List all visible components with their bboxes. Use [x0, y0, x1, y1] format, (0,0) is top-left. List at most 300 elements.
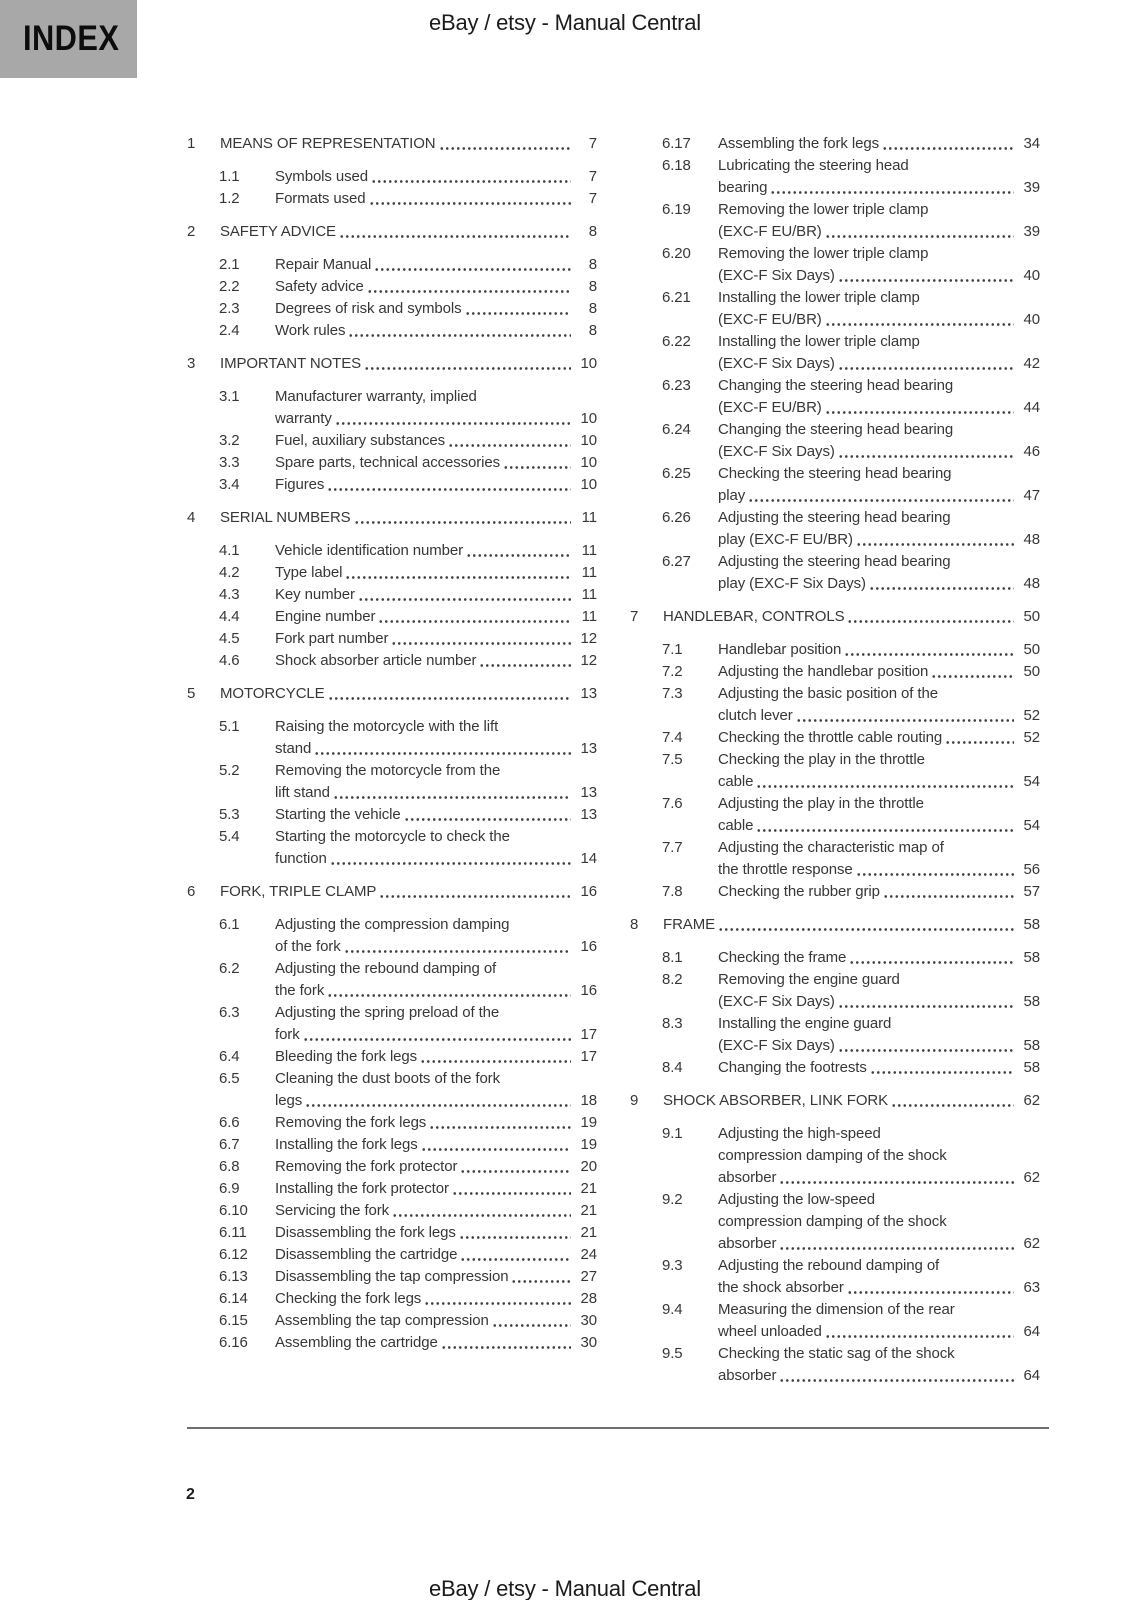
toc-entry	[630, 463, 1040, 507]
dot-leader	[891, 1090, 1014, 1112]
entry-title	[663, 914, 1040, 936]
entry-page-number: 48	[1023, 575, 1040, 592]
entry-page-number: 8	[588, 300, 597, 317]
entry-title-line: Disassembling the fork legs	[275, 1224, 456, 1241]
entry-number: 8.3	[662, 1015, 683, 1032]
entry-title	[275, 1112, 597, 1134]
toc-entry	[630, 683, 1040, 727]
entry-title-line: Changing the steering head bearing	[718, 377, 954, 394]
entry-page-number: 14	[580, 850, 597, 867]
entry-number: 8.2	[662, 971, 683, 988]
entry-title-line: Installing the fork protector	[275, 1180, 449, 1197]
entry-title	[275, 760, 597, 804]
entry-title-line: Removing the fork protector	[275, 1158, 458, 1175]
entry-title-line: Adjusting the characteristic map of	[718, 839, 944, 856]
toc-entry	[187, 606, 597, 628]
dot-leader	[838, 991, 1014, 1013]
toc-entry	[630, 837, 1040, 881]
entry-title-line: Safety advice	[275, 278, 364, 295]
entry-page-number: 11	[581, 564, 597, 581]
entry-title-line: (EXC-F EU/BR)	[718, 311, 822, 328]
entry-title-line: Removing the lower triple clamp	[718, 201, 929, 218]
toc-entry	[187, 1244, 597, 1266]
entry-title	[718, 1123, 1040, 1189]
dot-leader	[756, 815, 1014, 837]
entry-title	[275, 1156, 597, 1178]
entry-number: 5.3	[219, 806, 240, 823]
dot-leader	[404, 804, 571, 826]
toc-entry	[187, 1068, 597, 1112]
toc-entry	[187, 1134, 597, 1156]
entry-title-line: SAFETY ADVICE	[220, 223, 336, 240]
toc-entry	[187, 320, 597, 342]
toc-entry	[630, 551, 1040, 595]
entry-title-line: Repair Manual	[275, 256, 372, 273]
entry-title-line: (EXC-F Six Days)	[718, 355, 835, 372]
entry-number: 6.2	[219, 960, 240, 977]
toc-entry	[630, 375, 1040, 419]
entry-title	[220, 353, 597, 375]
entry-number: 6.5	[219, 1070, 240, 1087]
entry-title	[275, 1288, 597, 1310]
entry-page-number: 18	[580, 1092, 597, 1109]
entry-title-line: Key number	[275, 586, 355, 603]
entry-title	[275, 1332, 597, 1354]
entry-page-number: 47	[1023, 487, 1040, 504]
entry-title-line: Installing the lower triple clamp	[718, 289, 920, 306]
entry-title-line: Checking the static sag of the shock	[718, 1345, 955, 1362]
entry-number: 6.22	[662, 333, 691, 350]
entry-title-line: cable	[718, 817, 754, 834]
toc-entry	[630, 1189, 1040, 1255]
entry-page-number: 8	[588, 256, 597, 273]
dot-leader	[429, 1112, 571, 1134]
entry-title	[718, 1189, 1040, 1255]
entry-title-line: Adjusting the handlebar position	[718, 663, 929, 680]
entry-title-line: compression damping of the shock	[718, 1147, 947, 1164]
entry-page-number: 62	[1023, 1169, 1040, 1186]
entry-title-line: Manufacturer warranty, implied	[275, 388, 477, 405]
entry-page-number: 46	[1023, 443, 1040, 460]
toc-entry	[187, 804, 597, 826]
entry-title-line: Figures	[275, 476, 325, 493]
toc-entry	[187, 1112, 597, 1134]
entry-page-number: 57	[1023, 883, 1040, 900]
entry-title-line: fork	[275, 1026, 300, 1043]
toc-entry	[630, 331, 1040, 375]
toc-left-column	[187, 133, 597, 1354]
entry-title-line: Symbols used	[275, 168, 369, 185]
entry-title	[275, 958, 597, 1002]
entry-number: 2.1	[219, 256, 240, 273]
entry-title	[275, 430, 597, 452]
entry-title-line: cable	[718, 773, 754, 790]
entry-title	[275, 606, 597, 628]
entry-title-line: Spare parts, technical accessories	[275, 454, 501, 471]
entry-page-number: 56	[1023, 861, 1040, 878]
entry-number: 3.1	[219, 388, 240, 405]
toc-entry	[187, 452, 597, 474]
entry-title-line: Adjusting the steering head bearing	[718, 553, 951, 570]
entry-page-number: 10	[580, 410, 597, 427]
entry-page-number: 39	[1023, 223, 1040, 240]
entry-page-number: 19	[580, 1114, 597, 1131]
toc-entry	[187, 826, 597, 870]
dot-leader	[838, 265, 1014, 287]
entry-number: 3.2	[219, 432, 240, 449]
entry-page-number: 13	[580, 740, 597, 757]
dot-leader	[748, 485, 1014, 507]
entry-title	[220, 133, 597, 155]
entry-number: 8.4	[662, 1059, 683, 1076]
entry-page-number: 7	[588, 135, 597, 152]
entry-title-line: Starting the vehicle	[275, 806, 401, 823]
dot-leader	[391, 628, 571, 650]
toc-entry	[187, 430, 597, 452]
entry-page-number: 50	[1023, 641, 1040, 658]
entry-title	[275, 716, 597, 760]
toc-entry	[630, 199, 1040, 243]
entry-title-line: Checking the frame	[718, 949, 847, 966]
entry-title	[275, 826, 597, 870]
entry-page-number: 16	[580, 883, 597, 900]
toc-entry	[187, 298, 597, 320]
entry-title	[718, 1013, 1040, 1057]
dot-leader	[358, 584, 571, 606]
entry-title-line: warranty	[275, 410, 332, 427]
entry-title	[663, 606, 1040, 628]
dot-leader	[779, 1233, 1014, 1255]
entry-number: 5.4	[219, 828, 240, 845]
dot-leader	[420, 1046, 571, 1068]
entry-title-line: Disassembling the tap compression	[275, 1268, 509, 1285]
entry-title-line: Fuel, auxiliary substances	[275, 432, 445, 449]
dot-leader	[421, 1134, 571, 1156]
dot-leader	[333, 782, 571, 804]
bottom-watermark: eBay / etsy - Manual Central	[429, 1576, 701, 1600]
entry-page-number: 17	[580, 1048, 597, 1065]
entry-title-line: bearing	[718, 179, 768, 196]
entry-title-line: Installing the lower triple clamp	[718, 333, 920, 350]
dot-leader	[870, 1057, 1014, 1079]
entry-title	[275, 804, 597, 826]
index-label: INDEX	[23, 19, 120, 58]
toc-right-column	[630, 133, 1040, 1387]
entry-title-line: Measuring the dimension of the rear	[718, 1301, 955, 1318]
entry-title	[220, 507, 597, 529]
toc-entry	[630, 133, 1040, 155]
dot-leader	[448, 430, 571, 452]
entry-page-number: 54	[1023, 773, 1040, 790]
toc-entry	[630, 1123, 1040, 1189]
top-watermark: eBay / etsy - Manual Central	[429, 10, 701, 35]
entry-title-line: lift stand	[275, 784, 330, 801]
dot-leader	[945, 727, 1014, 749]
entry-title-line: Removing the motorcycle from the	[275, 762, 501, 779]
entry-title	[275, 1244, 597, 1266]
entry-title	[275, 1046, 597, 1068]
entry-title	[275, 1200, 597, 1222]
entry-number: 5.1	[219, 718, 240, 735]
entry-number: 9.1	[662, 1125, 683, 1142]
entry-page-number: 58	[1023, 949, 1040, 966]
entry-page-number: 21	[580, 1202, 597, 1219]
entry-title-line: Cleaning the dust boots of the fork	[275, 1070, 500, 1087]
dot-leader	[328, 683, 571, 705]
entry-title-line: Degrees of risk and symbols	[275, 300, 462, 317]
entry-title-line: Adjusting the compression damping	[275, 916, 510, 933]
dot-leader	[856, 859, 1014, 881]
entry-number: 7.8	[662, 883, 683, 900]
entry-title	[275, 386, 597, 430]
dot-leader	[369, 188, 572, 210]
entry-page-number: 58	[1023, 916, 1040, 933]
entry-page-number: 16	[580, 982, 597, 999]
dot-leader	[825, 221, 1014, 243]
dot-leader	[825, 309, 1014, 331]
entry-page-number: 8	[588, 278, 597, 295]
entry-title-line: Removing the engine guard	[718, 971, 900, 988]
dot-leader	[838, 353, 1014, 375]
entry-title	[718, 133, 1040, 155]
toc-entry	[630, 287, 1040, 331]
entry-page-number: 54	[1023, 817, 1040, 834]
dot-leader	[459, 1222, 571, 1244]
dot-leader	[374, 254, 571, 276]
toc-entry	[630, 881, 1040, 903]
dot-leader	[424, 1288, 571, 1310]
entry-page-number: 19	[580, 1136, 597, 1153]
entry-title-line: compression damping of the shock	[718, 1213, 947, 1230]
entry-title	[718, 1255, 1040, 1299]
entry-title-line: Disassembling the cartridge	[275, 1246, 458, 1263]
entry-number: 4.1	[219, 542, 240, 559]
entry-title-line: absorber	[718, 1235, 777, 1252]
entry-title-line: Assembling the cartridge	[275, 1334, 438, 1351]
entry-number: 6.11	[219, 1224, 247, 1241]
entry-page-number: 28	[580, 1290, 597, 1307]
dot-leader	[796, 705, 1014, 727]
toc-entry	[187, 562, 597, 584]
toc-entry	[187, 958, 597, 1002]
dot-leader	[838, 1035, 1014, 1057]
toc-entry	[630, 507, 1040, 551]
toc-entry	[630, 969, 1040, 1013]
entry-title-line: (EXC-F Six Days)	[718, 1037, 835, 1054]
entry-page-number: 11	[581, 542, 597, 559]
entry-title-line: SHOCK ABSORBER, LINK FORK	[663, 1092, 889, 1109]
entry-page-number: 40	[1023, 267, 1040, 284]
entry-title-line: (EXC-F Six Days)	[718, 993, 835, 1010]
dot-leader	[825, 1321, 1014, 1343]
entry-number: 6.10	[219, 1202, 248, 1219]
dot-leader	[344, 936, 571, 958]
entry-page-number: 34	[1023, 135, 1040, 152]
toc-entry	[187, 1200, 597, 1222]
entry-title	[663, 1090, 1040, 1112]
entry-number: 9.5	[662, 1345, 683, 1362]
entry-title	[718, 243, 1040, 287]
entry-title-line: Adjusting the steering head bearing	[718, 509, 951, 526]
entry-title-line: absorber	[718, 1367, 777, 1384]
dot-leader	[364, 353, 571, 375]
entry-title	[275, 1310, 597, 1332]
entry-title-line: Vehicle identification number	[275, 542, 464, 559]
entry-title	[718, 749, 1040, 793]
dot-leader	[779, 1167, 1014, 1189]
toc-entry	[187, 584, 597, 606]
entry-title-line: Assembling the tap compression	[275, 1312, 489, 1329]
entry-title-line: absorber	[718, 1169, 777, 1186]
entry-title-line: Removing the lower triple clamp	[718, 245, 929, 262]
entry-title-line: FRAME	[663, 916, 716, 933]
entry-title-line: Adjusting the rebound damping of	[275, 960, 497, 977]
entry-page-number: 24	[580, 1246, 597, 1263]
entry-page-number: 21	[580, 1180, 597, 1197]
entry-title	[220, 683, 597, 705]
toc-entry	[187, 1046, 597, 1068]
entry-title-line: HANDLEBAR, CONTROLS	[663, 608, 845, 625]
dot-leader	[882, 133, 1014, 155]
entry-number: 6.21	[662, 289, 691, 306]
entry-page-number: 27	[580, 1268, 597, 1285]
entry-number: 7.3	[662, 685, 683, 702]
entry-number: 9.3	[662, 1257, 683, 1274]
entry-title-line: Changing the footrests	[718, 1059, 867, 1076]
entry-title-line: Changing the steering head bearing	[718, 421, 954, 438]
entry-title-line: Checking the throttle cable routing	[718, 729, 943, 746]
entry-title-line: Installing the engine guard	[718, 1015, 892, 1032]
entry-number: 6.7	[219, 1136, 240, 1153]
entry-number: 6.12	[219, 1246, 248, 1263]
entry-number: 8	[630, 916, 639, 933]
dot-leader	[379, 881, 571, 903]
entry-title-line: function	[275, 850, 327, 867]
entry-title-line: Adjusting the low-speed	[718, 1191, 875, 1208]
toc-entry	[187, 1002, 597, 1046]
entry-title-line: play (EXC-F Six Days)	[718, 575, 866, 592]
entry-title	[275, 452, 597, 474]
dot-leader	[460, 1244, 571, 1266]
toc-entry	[630, 1057, 1040, 1079]
entry-number: 5.2	[219, 762, 240, 779]
dot-leader	[869, 573, 1014, 595]
toc-entry	[187, 353, 597, 375]
toc-entry	[187, 716, 597, 760]
entry-number: 6.17	[662, 135, 691, 152]
entry-title-line: Type label	[275, 564, 343, 581]
entry-number: 2	[187, 223, 196, 240]
entry-title-line: MEANS OF REPRESENTATION	[220, 135, 436, 152]
entry-number: 7.6	[662, 795, 683, 812]
entry-title	[275, 1266, 597, 1288]
dot-leader	[371, 166, 571, 188]
dot-leader	[847, 606, 1014, 628]
entry-number: 1	[187, 135, 196, 152]
entry-title-line: of the fork	[275, 938, 341, 955]
dot-leader	[825, 397, 1014, 419]
entry-title-line: MOTORCYCLE	[220, 685, 325, 702]
entry-title-line: Work rules	[275, 322, 346, 339]
dot-leader	[327, 980, 571, 1002]
dot-leader	[345, 562, 571, 584]
entry-number: 3	[187, 355, 196, 372]
dot-leader	[354, 507, 571, 529]
entry-number: 7.4	[662, 729, 683, 746]
entry-title-line: FORK, TRIPLE CLAMP	[220, 883, 377, 900]
entry-page-number: 20	[580, 1158, 597, 1175]
dot-leader	[452, 1178, 571, 1200]
toc-entry	[630, 243, 1040, 287]
entry-title	[275, 1002, 597, 1046]
entry-title	[220, 881, 597, 903]
entry-number: 2.3	[219, 300, 240, 317]
dot-leader	[335, 408, 571, 430]
entry-page-number: 7	[588, 168, 597, 185]
entry-title-line: Installing the fork legs	[275, 1136, 418, 1153]
entry-page-number: 50	[1023, 608, 1040, 625]
entry-number: 6.26	[662, 509, 691, 526]
toc-entry	[187, 1178, 597, 1200]
dot-leader	[378, 606, 571, 628]
dot-leader	[718, 914, 1014, 936]
dot-leader	[330, 848, 571, 870]
entry-title	[275, 1068, 597, 1112]
entry-number: 7	[630, 608, 639, 625]
entry-title-line: Checking the steering head bearing	[718, 465, 952, 482]
entry-number: 6	[187, 883, 196, 900]
entry-number: 9.4	[662, 1301, 683, 1318]
entry-number: 6.13	[219, 1268, 248, 1285]
entry-title-line: (EXC-F EU/BR)	[718, 223, 822, 240]
toc-entry	[630, 793, 1040, 837]
entry-page-number: 48	[1023, 531, 1040, 548]
toc-entry	[187, 507, 597, 529]
entry-page-number: 10	[580, 476, 597, 493]
entry-title-line: (EXC-F EU/BR)	[718, 399, 822, 416]
dot-leader	[779, 1365, 1014, 1387]
entry-title	[718, 1057, 1040, 1079]
entry-title-line: SERIAL NUMBERS	[220, 509, 351, 526]
entry-number: 6.24	[662, 421, 691, 438]
entry-page-number: 52	[1023, 729, 1040, 746]
entry-title	[718, 661, 1040, 683]
toc-entry	[187, 881, 597, 903]
dot-leader	[465, 298, 571, 320]
dot-leader	[441, 1332, 571, 1354]
toc-entry	[630, 155, 1040, 199]
toc-entry	[187, 760, 597, 804]
entry-title	[275, 166, 597, 188]
entry-page-number: 10	[580, 454, 597, 471]
entry-page-number: 16	[580, 938, 597, 955]
entry-title-line: Adjusting the high-speed	[718, 1125, 881, 1142]
toc-entry	[187, 540, 597, 562]
dot-leader	[466, 540, 571, 562]
entry-number: 8.1	[662, 949, 683, 966]
entry-number: 6.1	[219, 916, 240, 933]
entry-title	[275, 320, 597, 342]
entry-title	[718, 375, 1040, 419]
entry-title	[718, 727, 1040, 749]
entry-title-line: Raising the motorcycle with the lift	[275, 718, 499, 735]
entry-title-line: Lubricating the steering head	[718, 157, 909, 174]
toc-entry	[630, 749, 1040, 793]
dot-leader	[492, 1310, 571, 1332]
entry-title	[275, 584, 597, 606]
toc-entry	[630, 606, 1040, 628]
entry-number: 6.3	[219, 1004, 240, 1021]
